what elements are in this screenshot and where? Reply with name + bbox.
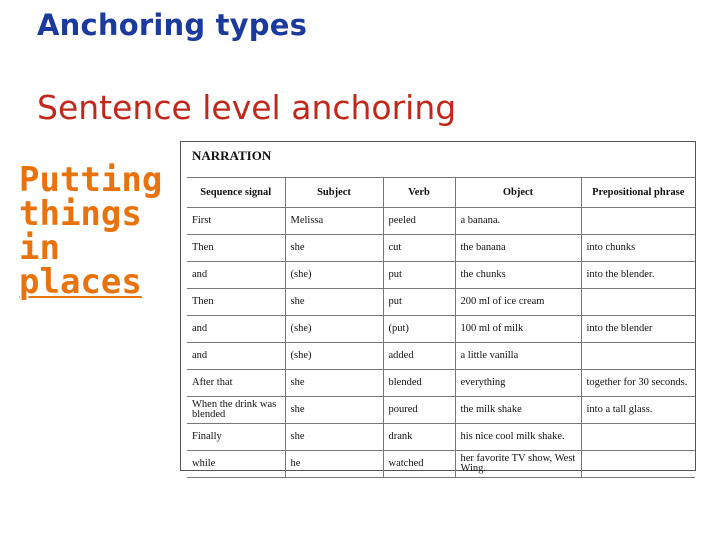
table-cell: cut xyxy=(383,235,455,262)
table-row xyxy=(187,370,695,397)
table-cell: she xyxy=(285,397,383,424)
table-cell: Then xyxy=(187,235,285,262)
table-cell: watched xyxy=(383,451,455,478)
table-cell: peeled xyxy=(383,208,455,235)
table-cell: (she) xyxy=(285,343,383,370)
side-heading-line-underlined: places xyxy=(19,262,142,302)
table-row xyxy=(187,424,695,451)
table-row xyxy=(187,316,695,343)
table-cell xyxy=(581,424,695,451)
table-cell: put xyxy=(383,289,455,316)
table-cell: Melissa xyxy=(285,208,383,235)
table-cell xyxy=(581,289,695,316)
table-cell: she xyxy=(285,235,383,262)
table-cell: (she) xyxy=(285,262,383,289)
table-cell: together for 30 seconds. xyxy=(581,370,695,397)
table-cell: into chunks xyxy=(581,235,695,262)
table-cell: poured xyxy=(383,397,455,424)
table-row xyxy=(187,208,695,235)
column-header: Sequence signal xyxy=(187,178,285,208)
table-cell: After that xyxy=(187,370,285,397)
slide-subtitle: Sentence level anchoring xyxy=(37,88,457,127)
table-row xyxy=(187,451,695,478)
table-cell: she xyxy=(285,370,383,397)
table-cell: blended xyxy=(383,370,455,397)
table-header-row xyxy=(187,178,695,208)
table-cell: Finally xyxy=(187,424,285,451)
table-row xyxy=(187,397,695,424)
table-cell: a little vanilla xyxy=(455,343,581,370)
table-cell: a banana. xyxy=(455,208,581,235)
table-row xyxy=(187,289,695,316)
table-cell: everything xyxy=(455,370,581,397)
table-cell: she xyxy=(285,289,383,316)
table-cell: (put) xyxy=(383,316,455,343)
table-cell: while xyxy=(187,451,285,478)
table-cell: into the blender. xyxy=(581,262,695,289)
table-cell: the chunks xyxy=(455,262,581,289)
table-cell xyxy=(581,451,695,478)
table-cell: 100 ml of milk xyxy=(455,316,581,343)
table-cell: and xyxy=(187,316,285,343)
table-cell: the banana xyxy=(455,235,581,262)
table-cell: put xyxy=(383,262,455,289)
table-cell: Then xyxy=(187,289,285,316)
table-cell: When the drink was blended xyxy=(187,397,285,424)
table-cell: his nice cool milk shake. xyxy=(455,424,581,451)
table-row xyxy=(187,235,695,262)
side-heading-line: Putting xyxy=(19,160,163,200)
table-cell: she xyxy=(285,424,383,451)
narration-table xyxy=(187,177,695,478)
side-heading xyxy=(19,160,179,302)
table-cell: drank xyxy=(383,424,455,451)
table-cell: her favorite TV show, West Wing. xyxy=(455,451,581,478)
table-cell xyxy=(581,208,695,235)
slide-title: Anchoring types xyxy=(37,8,308,42)
column-header: Subject xyxy=(285,178,383,208)
column-header: Object xyxy=(455,178,581,208)
table-cell: into the blender xyxy=(581,316,695,343)
table-cell: and xyxy=(187,343,285,370)
table-body xyxy=(187,208,695,478)
table-cell: he xyxy=(285,451,383,478)
side-heading-line: in xyxy=(19,228,60,268)
table-cell: (she) xyxy=(285,316,383,343)
table-row xyxy=(187,262,695,289)
side-heading-line: things xyxy=(19,194,142,234)
column-header: Verb xyxy=(383,178,455,208)
table-cell: 200 ml of ice cream xyxy=(455,289,581,316)
table-cell: added xyxy=(383,343,455,370)
table-cell: and xyxy=(187,262,285,289)
table-cell: into a tall glass. xyxy=(581,397,695,424)
table-caption: NARRATION xyxy=(192,148,272,163)
table-cell xyxy=(581,343,695,370)
column-header: Prepositional phrase xyxy=(581,178,695,208)
table-cell: the milk shake xyxy=(455,397,581,424)
narration-table-figure xyxy=(180,141,696,474)
table-cell: First xyxy=(187,208,285,235)
table-row xyxy=(187,343,695,370)
